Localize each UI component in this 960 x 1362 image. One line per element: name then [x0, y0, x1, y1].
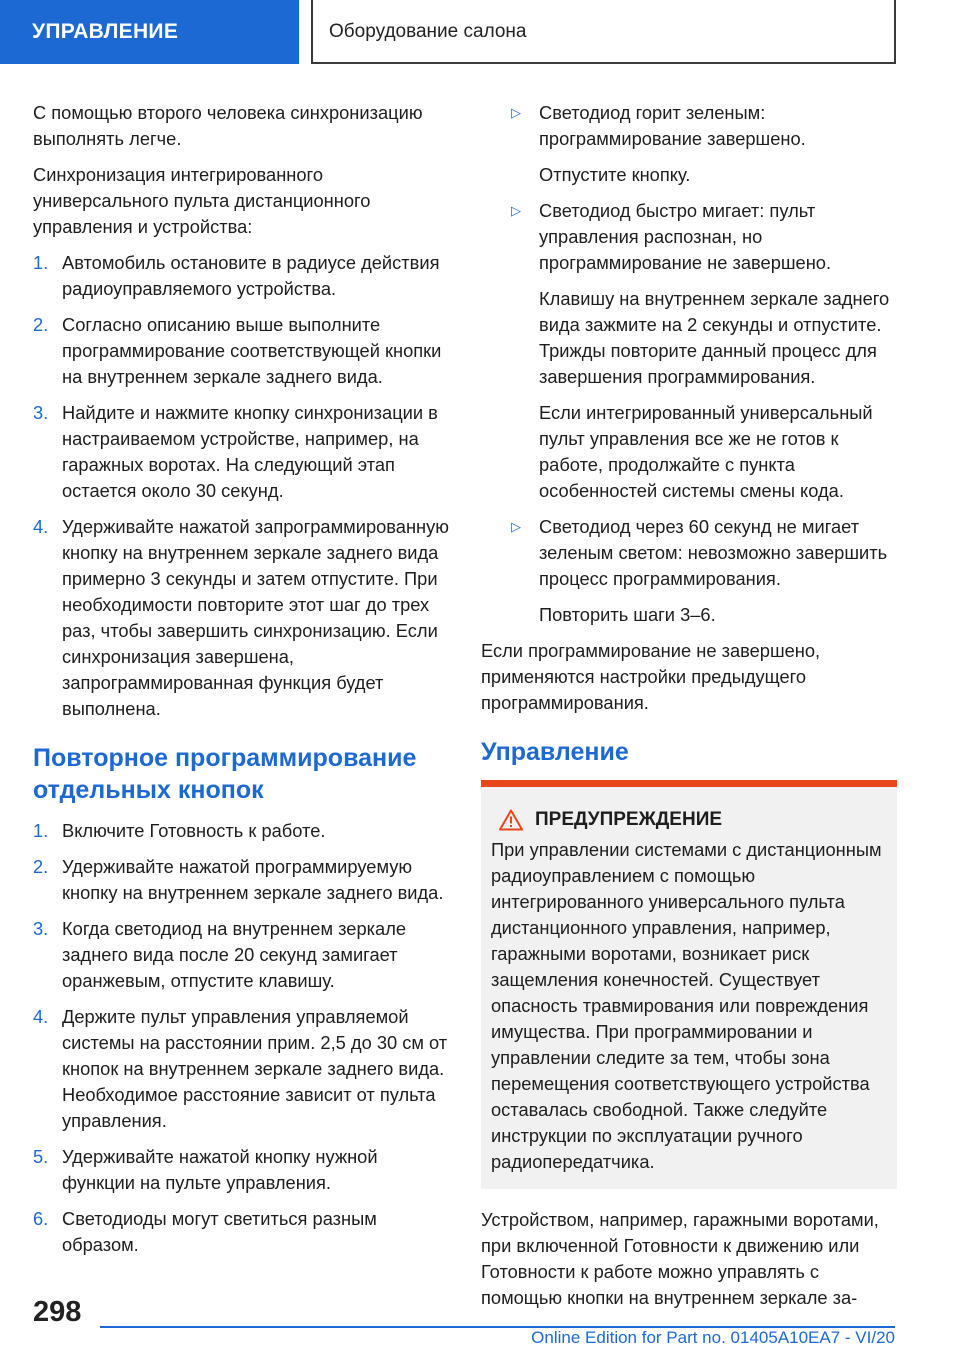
step-number: 1.: [33, 252, 49, 273]
result-subtext: Клавишу на внутреннем зеркале заднего вида зажмите на 2 секунды и отпустите. Трижды повторите данный процесс для завершения программирования.: [539, 288, 890, 387]
section-tab[interactable]: УПРАВЛЕНИЕ: [0, 0, 299, 64]
result-subtext: Отпустите кнопку.: [539, 164, 691, 185]
step-text: Согласно описанию выше выполните программирование соответствующей кнопки на внутреннем зеркале заднего вида.: [62, 314, 442, 387]
triangle-bullet-icon: ▷: [511, 203, 521, 218]
final-paragraph: Устройством, например, гаражными воротами, при включенной Готовности к движению или Готовности к работе можно управлять с помощью кнопки на внутреннем зеркале за-: [481, 1209, 879, 1308]
step-text: Включите Готовность к работе.: [62, 820, 326, 841]
reprogram-steps: [33, 818, 449, 1258]
right-column: [481, 100, 897, 1321]
list-item: [33, 514, 449, 722]
step-number: 1.: [33, 820, 49, 841]
page-header: [0, 0, 960, 66]
page-number: 298: [33, 1296, 82, 1328]
step-text: Найдите и нажмите кнопку синхронизации в настраиваемом устройстве, например, на гаражных воротах. На следующий этап остается около 30 секунд.: [62, 402, 438, 501]
step-text: Держите пульт управления управляемой системы на расстоянии прим. 2,5 до 30 см от кнопок на внутреннем зеркале заднего вида. Необходимое расстояние зависит от пульта управления.: [62, 1006, 448, 1131]
warning-box: [481, 780, 897, 1189]
edition-text: Online Edition for Part no. 01405A10EA7 - VI/20: [531, 1328, 895, 1347]
sync-steps: [33, 250, 449, 722]
list-item: [33, 916, 449, 994]
result-subtext: Повторить шаги 3–6.: [539, 604, 716, 625]
led-result-item: [481, 514, 897, 592]
intro-paragraph-2: Синхронизация интегрированного универсального пульта дистанционного управления и устройства:: [33, 164, 371, 237]
result-text: Светодиод быстро мигает: пульт управления распознан, но программирование не завершено.: [539, 200, 832, 273]
intro-paragraph-1: С помощью второго человека синхронизацию выполнять легче.: [33, 102, 423, 149]
step-text: Светодиоды могут светиться разным образом.: [62, 1208, 377, 1255]
list-item: [33, 1144, 449, 1196]
chapter-title: Оборудование салона: [311, 0, 896, 64]
step-number: 3.: [33, 918, 49, 939]
list-item: [33, 400, 449, 504]
fallback-paragraph: Если программирование не завершено, применяются настройки предыдущего программирования.: [481, 640, 821, 713]
reprogram-heading: Повторное программирование отдельных кнопок: [33, 744, 417, 804]
step-text: Удерживайте нажатой программируемую кнопку на внутреннем зеркале заднего вида.: [62, 856, 444, 903]
step-number: 6.: [33, 1208, 49, 1229]
step-text: Удерживайте нажатой запрограммированную кнопку на внутреннем зеркале заднего вида примерно 3 секунды и затем отпустите. При необходимости повторите этот шаг до трех раз, чтобы завершить синхронизацию. Если синхронизация завершена, запрограммированная функция будет выполнена.: [62, 516, 449, 719]
list-item: [33, 818, 449, 844]
step-number: 4.: [33, 1006, 49, 1027]
step-number: 2.: [33, 856, 49, 877]
warning-text: При управлении системами с дистанционным радиоуправлением с помощью интегрированного универсального пульта дистанционного управления, например, гаражными воротами, возникает риск защемления конечностей. Существует опасность травмирования или повреждения имущества. При программировании и управлении следите за тем, чтобы зона перемещения соответствующего устройства оставалась свободной. Также следуйте инструкции по эксплуатации ручного радиопередатчика.: [491, 839, 882, 1172]
warning-triangle-icon: [499, 809, 523, 831]
result-text: Светодиод горит зеленым: программирование завершено.: [539, 102, 806, 149]
list-item: [33, 1004, 449, 1134]
result-subtext: Если интегрированный универсальный пульт управления все же не готов к работе, продолжайте с пункта особенностей системы смены кода.: [539, 402, 873, 501]
step-number: 5.: [33, 1146, 49, 1167]
list-item: [33, 312, 449, 390]
step-text: Удерживайте нажатой кнопку нужной функции на пульте управления.: [62, 1146, 378, 1193]
step-number: 4.: [33, 516, 49, 537]
control-heading: Управление: [481, 738, 629, 766]
step-number: 2.: [33, 314, 49, 335]
step-number: 3.: [33, 402, 49, 423]
led-result-item: [481, 198, 897, 276]
led-result-item: [481, 100, 897, 152]
list-item: [33, 1206, 449, 1258]
warning-label: ПРЕДУПРЕЖДЕНИЕ: [535, 809, 723, 830]
list-item: [33, 250, 449, 302]
left-column: [33, 100, 449, 1268]
triangle-bullet-icon: ▷: [511, 105, 521, 120]
list-item: [33, 854, 449, 906]
warning-title: [491, 807, 887, 833]
step-text: Автомобиль остановите в радиусе действия радиоуправляемого устройства.: [62, 252, 440, 299]
result-text: Светодиод через 60 секунд не мигает зеленым светом: невозможно завершить процесс программирования.: [539, 516, 888, 589]
triangle-bullet-icon: ▷: [511, 519, 521, 534]
step-text: Когда светодиод на внутреннем зеркале заднего вида после 20 секунд замигает оранжевым, отпустите клавишу.: [62, 918, 407, 991]
